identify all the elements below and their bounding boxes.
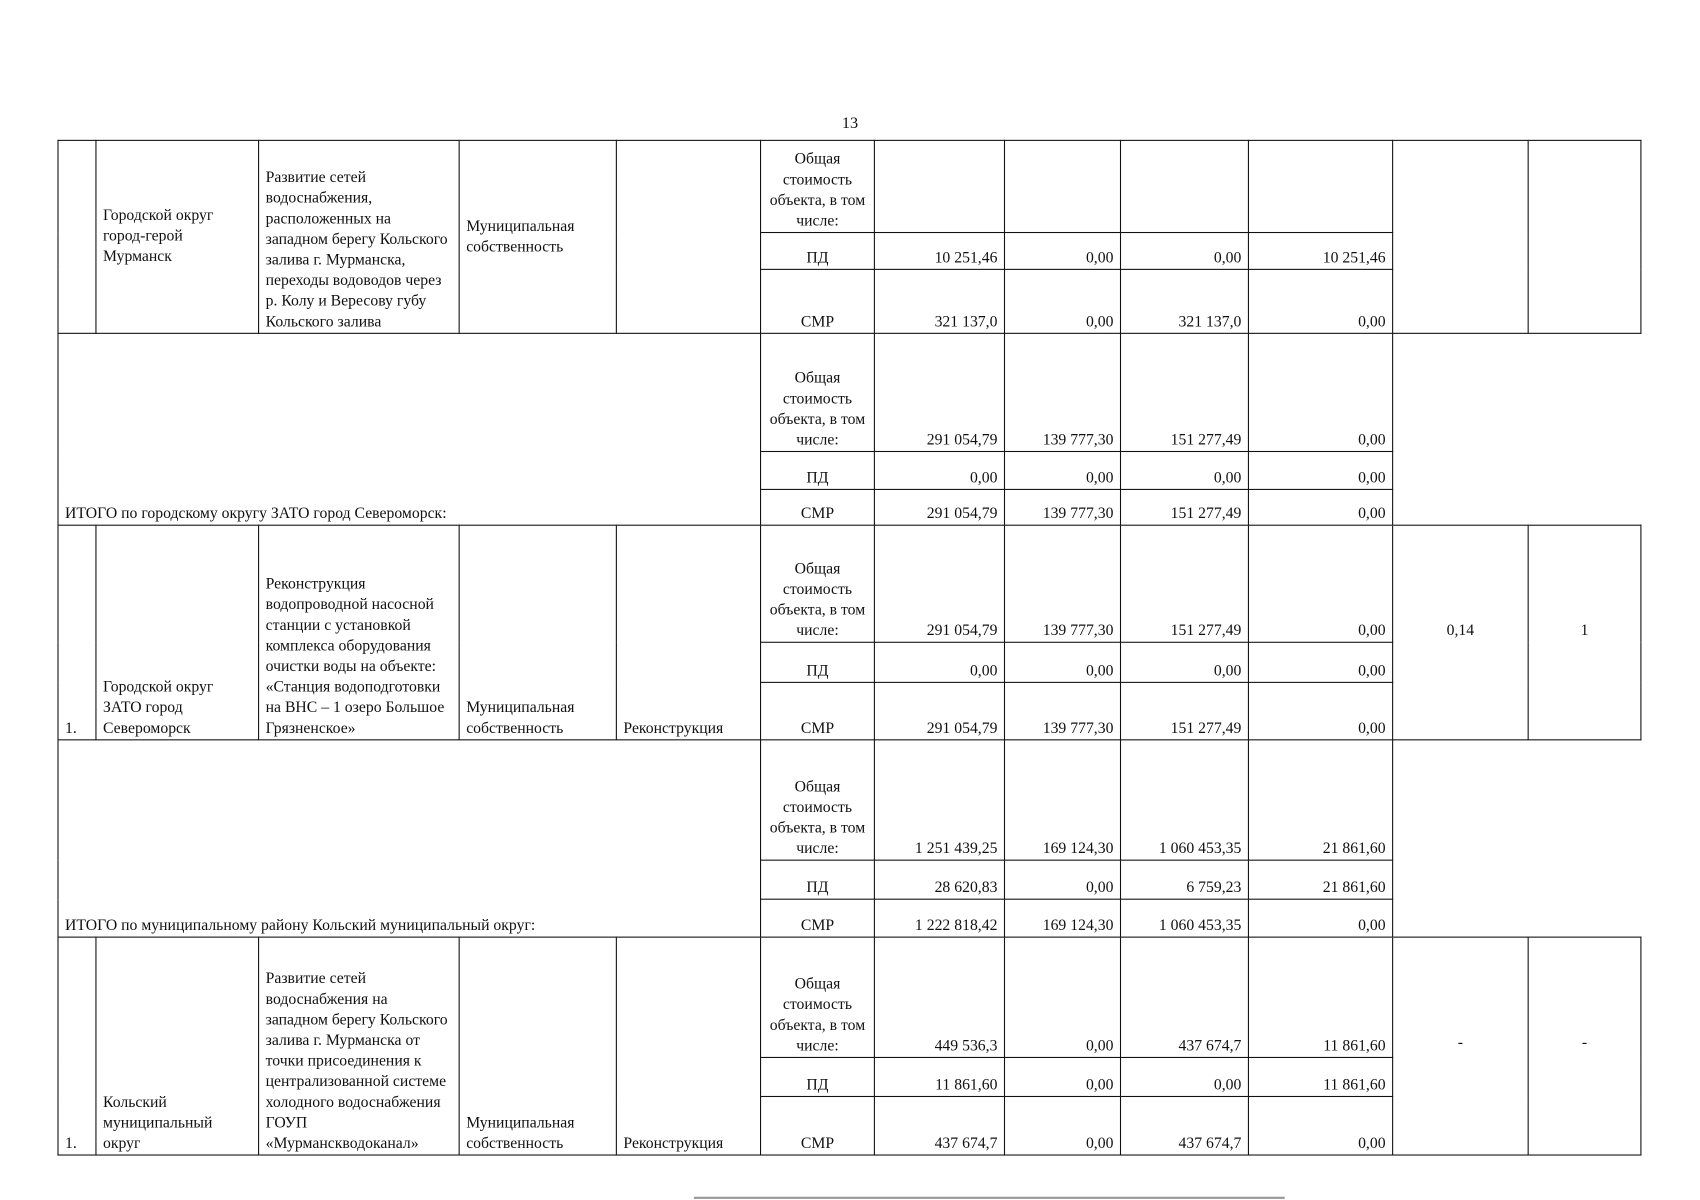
value-cell: 139 777,30: [1004, 525, 1120, 642]
value-cell: 0,00: [1248, 525, 1392, 642]
value-cell: 169 124,30: [1004, 899, 1120, 937]
value-cell: 449 536,3: [874, 937, 1004, 1057]
value-cell: 1 222 818,42: [874, 899, 1004, 937]
subtotal-label: ИТОГО по городскому округу ЗАТО город Североморск:: [58, 333, 761, 525]
value-cell: 151 277,49: [1121, 682, 1249, 739]
pd-label: ПД: [761, 451, 875, 489]
total-cost-label: Общая стоимость объекта, в том числе:: [761, 140, 875, 232]
value-cell: 0,00: [1248, 269, 1392, 333]
value-cell: 0,00: [1004, 269, 1120, 333]
value-cell: 437 674,7: [874, 1096, 1004, 1155]
value-cell: 0,00: [1121, 1057, 1249, 1096]
value-cell: 1 060 453,35: [1121, 740, 1249, 860]
table-row: [58, 525, 1641, 642]
value-cell: 0,00: [1248, 899, 1392, 937]
value-cell: 139 777,30: [1004, 682, 1120, 739]
value-cell: 0,00: [1248, 451, 1392, 489]
value-cell: 0,00: [1121, 642, 1249, 682]
smr-label: СМР: [761, 682, 875, 739]
page-bottom-rule: [694, 1197, 1285, 1199]
row-index: [58, 140, 96, 333]
municipality-cell: Кольский муниципальный округ: [96, 937, 259, 1155]
value-cell: 139 777,30: [1004, 489, 1120, 525]
count-cell: -: [1528, 937, 1641, 1155]
value-cell: 0,00: [1248, 682, 1392, 739]
value-cell: 0,00: [1004, 1096, 1120, 1155]
value-cell: 151 277,49: [1121, 525, 1249, 642]
value-cell: 291 054,79: [874, 489, 1004, 525]
ownership-cell: Муниципальная собственность: [459, 140, 616, 333]
value-cell: 0,00: [1248, 333, 1392, 451]
value-cell: 10 251,46: [1248, 233, 1392, 270]
value-cell: 0,00: [1004, 1057, 1120, 1096]
value-cell: [874, 140, 1004, 232]
value-cell: 139 777,30: [1004, 333, 1120, 451]
value-cell: 0,00: [874, 451, 1004, 489]
value-cell: [1248, 140, 1392, 232]
smr-label: СМР: [761, 269, 875, 333]
power-cell: 0,14: [1393, 525, 1529, 740]
work-type-cell: Реконструкция: [616, 525, 760, 740]
value-cell: 437 674,7: [1121, 1096, 1249, 1155]
value-cell: 21 861,60: [1248, 740, 1392, 860]
value-cell: 169 124,30: [1004, 740, 1120, 860]
value-cell: 0,00: [1004, 937, 1120, 1057]
table-row: [58, 937, 1641, 1057]
empty-cell: [1393, 333, 1641, 525]
smr-label: СМР: [761, 1096, 875, 1155]
value-cell: 321 137,0: [1121, 269, 1249, 333]
table-row: [58, 333, 1641, 451]
investment-table: [57, 140, 1641, 1156]
empty-cell: [1393, 740, 1641, 937]
value-cell: [1004, 140, 1120, 232]
ownership-cell: Муниципальная собственность: [459, 937, 616, 1155]
work-type-cell: [616, 140, 760, 333]
value-cell: 151 277,49: [1121, 489, 1249, 525]
value-cell: 437 674,7: [1121, 937, 1249, 1057]
value-cell: 1 060 453,35: [1121, 899, 1249, 937]
value-cell: [1121, 140, 1249, 232]
pd-label: ПД: [761, 1057, 875, 1096]
value-cell: 0,00: [1004, 451, 1120, 489]
total-cost-label: Общая стоимость объекта, в том числе:: [761, 525, 875, 642]
value-cell: 0,00: [1248, 489, 1392, 525]
power-cell: -: [1393, 937, 1529, 1155]
pd-label: ПД: [761, 233, 875, 270]
object-cell: Реконструкция водопроводной насосной станции с установкой комплекса оборудования очистки воды на объекте: «Станция водоподготовки на ВНС – 1 озеро Большое Грязненское»: [259, 525, 460, 740]
total-cost-label: Общая стоимость объекта, в том числе:: [761, 937, 875, 1057]
object-cell: Развитие сетей водоснабжения, расположенных на западном берегу Кольского залива г. Мурманска, переходы водоводов через р. Колу и Вересову губу Кольского залива: [259, 140, 460, 333]
object-cell: Развитие сетей водоснабжения на западном берегу Кольского залива г. Мурманска от точки присоединения к централизованной системе холодного водоснабжения ГОУП «Мурманскводоканал»: [259, 937, 460, 1155]
ownership-cell: Муниципальная собственность: [459, 525, 616, 740]
value-cell: 28 620,83: [874, 860, 1004, 899]
value-cell: 11 861,60: [1248, 1057, 1392, 1096]
total-cost-label: Общая стоимость объекта, в том числе:: [761, 333, 875, 451]
value-cell: 11 861,60: [874, 1057, 1004, 1096]
smr-label: СМР: [761, 489, 875, 525]
value-cell: 151 277,49: [1121, 333, 1249, 451]
value-cell: 291 054,79: [874, 525, 1004, 642]
page-number: 13: [841, 114, 859, 133]
value-cell: 10 251,46: [874, 233, 1004, 270]
value-cell: 0,00: [1004, 860, 1120, 899]
subtotal-label: ИТОГО по муниципальному району Кольский муниципальный округ:: [58, 740, 761, 937]
value-cell: 0,00: [1248, 1096, 1392, 1155]
municipality-cell: Городской округ город-герой Мурманск: [96, 140, 259, 333]
work-type-cell: Реконструкция: [616, 937, 760, 1155]
table-row: [58, 740, 1641, 860]
power-cell: [1393, 140, 1529, 333]
count-cell: [1528, 140, 1641, 333]
value-cell: 11 861,60: [1248, 937, 1392, 1057]
value-cell: 291 054,79: [874, 333, 1004, 451]
value-cell: 0,00: [1004, 642, 1120, 682]
value-cell: 6 759,23: [1121, 860, 1249, 899]
value-cell: 0,00: [1248, 642, 1392, 682]
row-index: 1.: [58, 937, 96, 1155]
value-cell: 0,00: [1121, 233, 1249, 270]
count-cell: 1: [1528, 525, 1641, 740]
value-cell: 0,00: [1121, 451, 1249, 489]
smr-label: СМР: [761, 899, 875, 937]
value-cell: 1 251 439,25: [874, 740, 1004, 860]
value-cell: 291 054,79: [874, 682, 1004, 739]
value-cell: 21 861,60: [1248, 860, 1392, 899]
municipality-cell: Городской округ ЗАТО город Североморск: [96, 525, 259, 740]
pd-label: ПД: [761, 860, 875, 899]
value-cell: 0,00: [1004, 233, 1120, 270]
value-cell: 0,00: [874, 642, 1004, 682]
row-index: 1.: [58, 525, 96, 740]
pd-label: ПД: [761, 642, 875, 682]
value-cell: 321 137,0: [874, 269, 1004, 333]
total-cost-label: Общая стоимость объекта, в том числе:: [761, 740, 875, 860]
table-row: [58, 140, 1641, 232]
